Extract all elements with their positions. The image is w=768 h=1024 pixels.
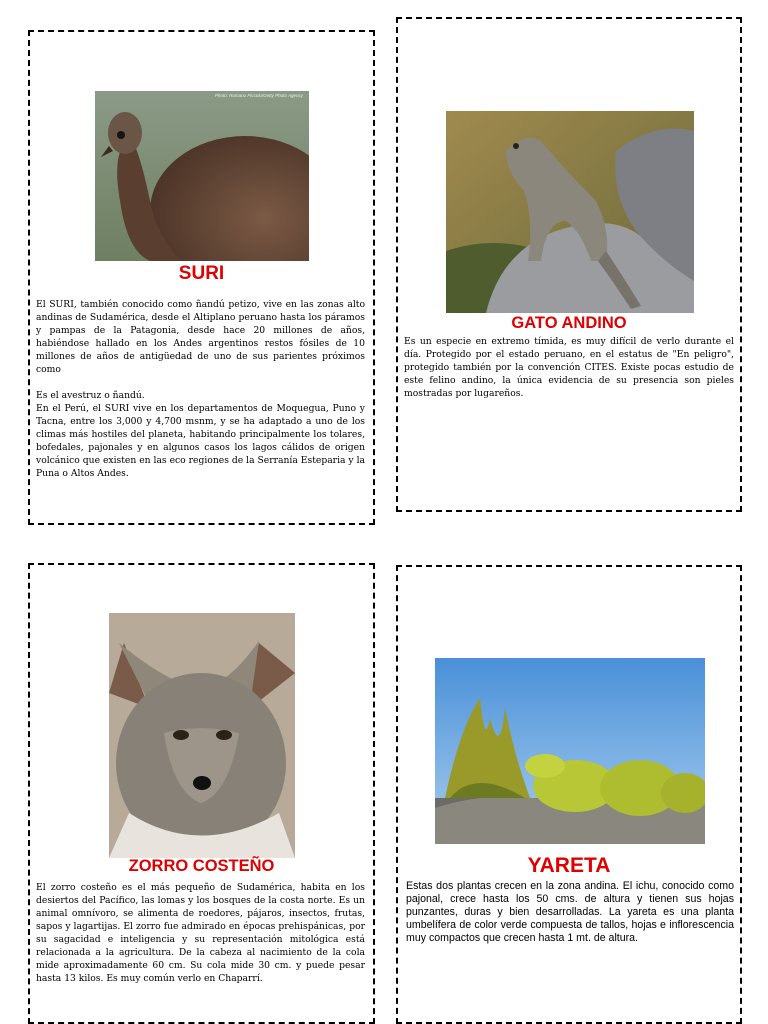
card-title: GATO ANDINO (511, 314, 627, 332)
paragraph: El SURI, también conocido como ñandú petizo, vive en las zonas alto andinas de Sudamérica, desde el Altiplano peruano hasta los páramos y pampas de la Patagonia, desde hace 20 millones de años, habiéndose hallado en los Andes argentinos restos fósiles de 10 millones de años de antigüedad de uno de sus parientes próximos como (36, 299, 365, 375)
card-description (36, 881, 365, 985)
card-title: SURI (178, 263, 225, 284)
paragraph: Estas dos plantas crecen en la zona andina. El ichu, conocido como pajonal, crece hasta los 50 cms. de altura y tienen sus hojas punzantes, duras y bien desarrolladas. La yareta es una planta umbelífera de color verde compuesta de tallos, hojas e inflorescencia muy compactos que crecen hasta 1 mt. de altura. (406, 880, 734, 944)
card-description (406, 880, 734, 945)
suri-photo (95, 91, 309, 261)
card-zorro-costeno (28, 563, 375, 1024)
zorro-costeno-photo (109, 613, 295, 858)
card-description (36, 298, 365, 480)
yareta-photo (435, 658, 705, 844)
card-description (404, 335, 734, 400)
paragraph: Es un especie en extremo tímida, es muy difícil de verlo durante el día. Protegido por el estado peruano, en el estatus de "En peligro", protegido también por la convención CITES. Existe pocas estudio de este felino andino, la única evidencia de su presencia son pieles mostradas por lugareños. (404, 336, 734, 399)
paragraph: El zorro costeño es el más pequeño de Sudamérica, habita en los desiertos del Pacífico, las lomas y los bosques de la costa norte. Es un animal omnívoro, se alimenta de roedores, pájaros, insectos, frutas, sapos y lagartijas. El zorro fue admirado en épocas prehispánicas, por su sagacidad e inteligencia y su representación mitológica está relacionada a la agricultura. De la cabeza al nacimiento de la cola mide aproximadamente 60 cm. Su cola mide 30 cm. y puede pesar hasta 13 kilos. Es muy común verlo en Chaparrí. (36, 882, 365, 984)
card-suri (28, 30, 375, 525)
paragraph: Es el avestruz o ñandú. (36, 390, 145, 401)
card-gato-andino (396, 17, 742, 512)
gato-andino-photo (446, 111, 694, 313)
card-title: ZORRO COSTEÑO (128, 857, 275, 875)
photo-credit: Photo: Romano Piccolo/Getty Photo Agency (214, 93, 303, 98)
paragraph: En el Perú, el SURI vive en los departamentos de Moquegua, Puno y Tacna, entre los 3,000 y 4,700 msnm, y se ha adaptado a uno de los climas más hostiles del planeta, habitando principalmente los tolares, bofedales, pajonales y en algunos casos los lagos cálidos de origen volcánico que existen en las eco regiones de la Serranía Esteparia y la Puna o Altos Andes. (36, 403, 365, 479)
card-yareta (396, 565, 742, 1024)
card-title: YARETA (527, 854, 611, 877)
